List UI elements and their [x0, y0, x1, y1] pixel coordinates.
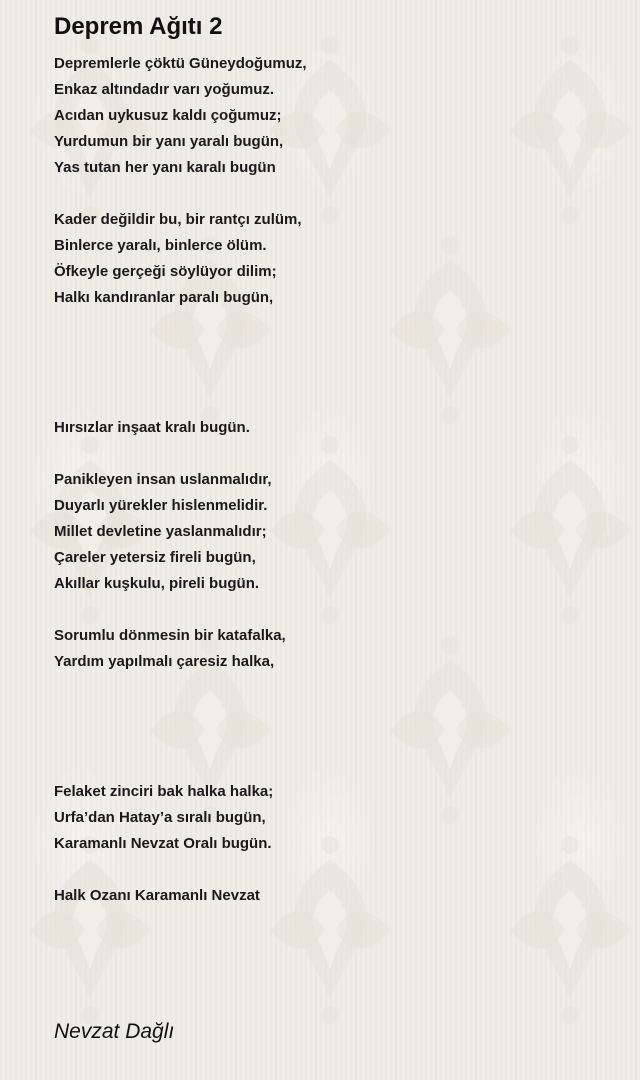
- poem-line: Yas tutan her yanı karalı bugün: [54, 159, 276, 176]
- poem-title: Deprem Ağıtı 2: [54, 13, 223, 40]
- poem-container: [54, 10, 624, 909]
- poem-line: Urfa’dan Hatay’a sıralı bugün,: [54, 809, 266, 826]
- poem-line: Öfkeyle gerçeği söylüyor dilim;: [54, 263, 277, 280]
- stanza-gap: [54, 181, 624, 207]
- stanza-gap: [54, 701, 624, 727]
- poem-line: Enkaz altındadır varı yoğumuz.: [54, 81, 275, 98]
- poem-line: Çareler yetersiz fireli bugün,: [54, 549, 256, 566]
- poem-line: Kader değildir bu, bir rantçı zulüm,: [54, 211, 302, 228]
- poem-line: Millet devletine yaslanmalıdır;: [54, 523, 267, 540]
- poem-line: Binlerce yaralı, binlerce ölüm.: [54, 237, 267, 254]
- poem-line: Sorumlu dönmesin bir katafalka,: [54, 627, 286, 644]
- stanza-gap: [54, 857, 624, 883]
- poem-line: Hırsızlar inşaat kralı bugün.: [54, 419, 250, 436]
- stanza-gap: [54, 597, 624, 623]
- stanza-gap: [54, 389, 624, 415]
- poem-line: Yardım yapılmalı çaresiz halka,: [54, 653, 275, 670]
- poem-line: Halkı kandıranlar paralı bugün,: [54, 289, 274, 306]
- poem-author: Nevzat Dağlı: [54, 1020, 175, 1043]
- poem-line: Halk Ozanı Karamanlı Nevzat: [54, 887, 260, 904]
- stanza-gap: [54, 337, 624, 363]
- poem-line: Acıdan uykusuz kaldı çoğumuz;: [54, 107, 282, 124]
- stanza-gap: [54, 727, 624, 753]
- poem-body: [54, 51, 624, 909]
- stanza-gap: [54, 675, 624, 701]
- poem-line: Yurdumun bir yanı yaralı bugün,: [54, 133, 284, 150]
- stanza-gap: [54, 363, 624, 389]
- poem-line: Duyarlı yürekler hislenmelidir.: [54, 497, 268, 514]
- stanza-gap: [54, 753, 624, 779]
- poem-line: Akıllar kuşkulu, pireli bugün.: [54, 575, 260, 592]
- poem-line: Depremlerle çöktü Güneydoğumuz,: [54, 55, 307, 72]
- poem-line: Panikleyen insan uslanmalıdır,: [54, 471, 272, 488]
- stanza-gap: [54, 311, 624, 337]
- poem-line: Karamanlı Nevzat Oralı bugün.: [54, 835, 272, 852]
- stanza-gap: [54, 441, 624, 467]
- poem-line: Felaket zinciri bak halka halka;: [54, 783, 274, 800]
